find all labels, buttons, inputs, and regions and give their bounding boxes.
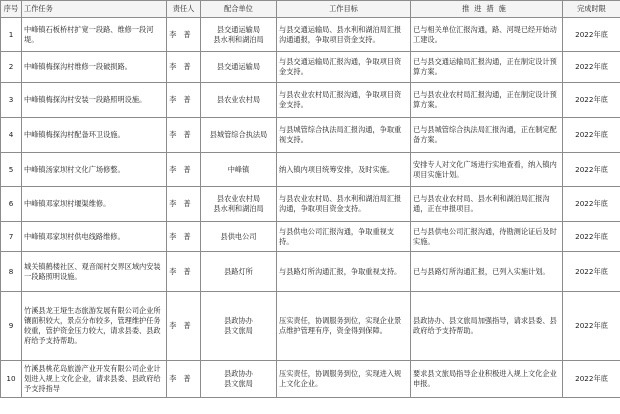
measure-cell: 已与县供电公司汇报沟通，待勘测论证后及时实施。 <box>411 222 563 252</box>
task-cell: 竹溪县桃花岛旅游产业开发有限公司企业计划进入规上文化企业，请求县委、县政府给予支持指导 <box>22 361 167 398</box>
table-row <box>1 187 620 222</box>
table-row <box>1 222 620 252</box>
row-number: 4 <box>1 118 22 153</box>
header-owner: 责任人 <box>167 1 201 18</box>
header-unit: 配合单位 <box>201 1 277 18</box>
table-row <box>1 18 620 52</box>
deadline-cell: 2022年底 <box>563 52 620 83</box>
table-header-row <box>1 1 620 18</box>
owner-cell: 李普 <box>167 153 201 187</box>
unit-cell: 县政协办 县文旅局 <box>201 361 277 398</box>
measure-cell: 已与县城管综合执法局汇报沟通，正在制定配备方案。 <box>411 118 563 153</box>
unit-cell: 县交通运输局 县水利和湖泊局 <box>201 18 277 52</box>
row-number: 9 <box>1 292 22 361</box>
table-row <box>1 292 620 361</box>
task-cell: 城关镇鹤楼社区、观音阁村交界区域内安装一段路照明设施。 <box>22 252 167 292</box>
header-no: 序号 <box>1 1 22 18</box>
row-number: 2 <box>1 52 22 83</box>
deadline-cell: 2022年底 <box>563 361 620 398</box>
owner-cell: 李普 <box>167 222 201 252</box>
task-cell: 中峰镇邓家坝村堰渠维修。 <box>22 187 167 222</box>
table-row <box>1 52 620 83</box>
unit-cell: 县交通运输局 <box>201 52 277 83</box>
table-row <box>1 83 620 118</box>
task-cell: 中峰镇梅探沟村配备环卫设施。 <box>22 118 167 153</box>
deadline-cell: 2022年底 <box>563 252 620 292</box>
unit-cell: 县供电公司 <box>201 222 277 252</box>
goal-cell: 与县供电公司汇报沟通，争取重视支持。 <box>277 222 411 252</box>
measure-cell: 要求县文旅局指导企业积极进入规上文化企业申报。 <box>411 361 563 398</box>
owner-cell: 李普 <box>167 187 201 222</box>
owner-cell: 李普 <box>167 361 201 398</box>
row-number: 10 <box>1 361 22 398</box>
deadline-cell: 2022年底 <box>563 118 620 153</box>
goal-cell: 与县交通运输局、县水利和湖泊局汇报沟通通报，争取项目资金支持。 <box>277 18 411 52</box>
unit-cell: 中峰镇 <box>201 153 277 187</box>
unit-cell: 县政协办 县文旅局 <box>201 292 277 361</box>
measure-cell: 县政协办、县文旅局加强指导，请求县委、县政府给予支持帮助。 <box>411 292 563 361</box>
owner-cell: 李普 <box>167 83 201 118</box>
measure-cell: 已与县农业农村局、县水利和湖泊局汇报沟通，正在申报项目。 <box>411 187 563 222</box>
deadline-cell: 2022年底 <box>563 292 620 361</box>
goal-cell: 与县交通运输局汇报沟通，争取项目资金支持。 <box>277 52 411 83</box>
header-measure: 推进措施 <box>411 1 563 18</box>
unit-cell: 县城管综合执法局 <box>201 118 277 153</box>
measure-cell: 已与县农业农村局汇报沟通，正在制定设计预算方案。 <box>411 83 563 118</box>
task-cell: 中峰镇汤家坝村文化广场修整。 <box>22 153 167 187</box>
task-cell: 竹溪县龙王垭生态旅游发展有限公司企业所镶面积较大，景点分布较多，管理维护任务较重，管护资金压力较大，请求县委、县政府给予支持帮助。 <box>22 292 167 361</box>
table-row <box>1 153 620 187</box>
measure-cell: 已与相关单位汇报沟通，路、河堤已经开始动工建设。 <box>411 18 563 52</box>
table-row <box>1 361 620 398</box>
task-cell: 中峰镇梅探沟村维修一段破损路。 <box>22 52 167 83</box>
goal-cell: 与县城管综合执法局汇报沟通，争取重视支持。 <box>277 118 411 153</box>
unit-cell: 县农业农村局 <box>201 83 277 118</box>
goal-cell: 纳入镇内项目统筹安排，及时实施。 <box>277 153 411 187</box>
goal-cell: 压实责任，协调服务到位，实现进入规上文化企业。 <box>277 361 411 398</box>
row-number: 6 <box>1 187 22 222</box>
header-deadline: 完成时限 <box>563 1 620 18</box>
goal-cell: 与县路灯所沟通汇报，争取重视支持。 <box>277 252 411 292</box>
measure-cell: 安排专人对文化广场进行实地查看，纳入镇内项目实施计划。 <box>411 153 563 187</box>
deadline-cell: 2022年底 <box>563 187 620 222</box>
table-row <box>1 118 620 153</box>
deadline-cell: 2022年底 <box>563 83 620 118</box>
goal-cell: 压实责任，协调服务到位，实现企业景点维护管理有序，资金得到保障。 <box>277 292 411 361</box>
deadline-cell: 2022年底 <box>563 153 620 187</box>
task-cell: 中峰镇梅探沟村安装一段路照明设施。 <box>22 83 167 118</box>
owner-cell: 李普 <box>167 118 201 153</box>
owner-cell: 李普 <box>167 292 201 361</box>
owner-cell: 李普 <box>167 52 201 83</box>
measure-cell: 已与县路灯所沟通汇报，已列入实施计划。 <box>411 252 563 292</box>
row-number: 3 <box>1 83 22 118</box>
measure-cell: 已与县交通运输局汇报沟通，正在制定设计预算方案。 <box>411 52 563 83</box>
goal-cell: 与县农业农村局汇报沟通，争取项目资金支持。 <box>277 83 411 118</box>
header-task: 工作任务 <box>22 1 167 18</box>
unit-cell: 县路灯所 <box>201 252 277 292</box>
owner-cell: 李普 <box>167 252 201 292</box>
task-cell: 中峰镇邓家坝村供电线路维修。 <box>22 222 167 252</box>
task-cell: 中峰镇石板桥村扩宽一段路、维修一段河堤。 <box>22 18 167 52</box>
header-goal: 工作目标 <box>277 1 411 18</box>
owner-cell: 李普 <box>167 18 201 52</box>
row-number: 1 <box>1 18 22 52</box>
table-row <box>1 252 620 292</box>
goal-cell: 与县农业农村局、县水利和湖泊局汇报沟通，争取项目资金支持。 <box>277 187 411 222</box>
row-number: 7 <box>1 222 22 252</box>
deadline-cell: 2022年底 <box>563 18 620 52</box>
row-number: 5 <box>1 153 22 187</box>
row-number: 8 <box>1 252 22 292</box>
unit-cell: 县农业农村局 县水利和湖泊局 <box>201 187 277 222</box>
deadline-cell: 2022年底 <box>563 222 620 252</box>
